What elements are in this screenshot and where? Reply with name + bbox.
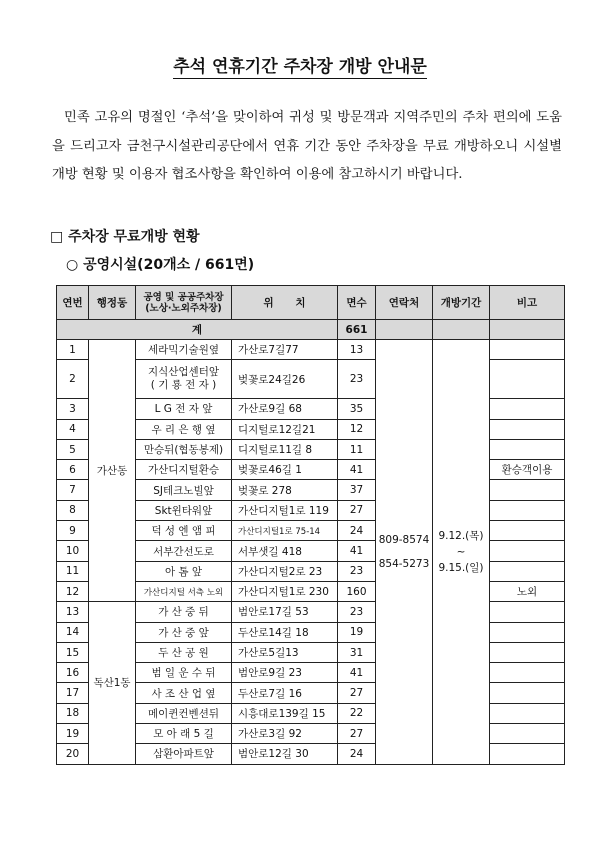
row-no: 5 <box>57 439 89 459</box>
row-no: 6 <box>57 460 89 480</box>
row-spaces: 24 <box>338 744 376 764</box>
period-sep: ~ <box>456 545 466 558</box>
row-location: 가산디지털2로 23 <box>232 561 338 581</box>
row-location: 디지털로12길21 <box>232 419 338 439</box>
row-note <box>490 744 565 764</box>
subsection-heading: ○ 공영시설(20개소 / 661면) <box>66 257 255 273</box>
row-spaces: 31 <box>338 642 376 662</box>
row-note <box>490 561 565 581</box>
row-facility: 가산디지털 서측 노외 <box>136 581 232 601</box>
row-location: 가산디지털1로 75-14 <box>232 521 338 541</box>
row-note <box>490 419 565 439</box>
row-spaces: 41 <box>338 460 376 480</box>
row-facility: SJ테크노빌앞 <box>136 480 232 500</box>
row-spaces: 11 <box>338 439 376 459</box>
row-no: 9 <box>57 521 89 541</box>
table-row <box>57 340 565 360</box>
table-header <box>57 286 565 320</box>
row-spaces: 35 <box>338 399 376 419</box>
period-start: 9.12.(목) <box>438 529 484 542</box>
row-note <box>490 439 565 459</box>
header-district: 행정동 <box>89 286 136 320</box>
row-no: 12 <box>57 581 89 601</box>
row-location: 가산로5길13 <box>232 642 338 662</box>
row-note <box>490 642 565 662</box>
row-location: 가산로9길 68 <box>232 399 338 419</box>
row-note <box>490 340 565 360</box>
row-location: 가산로3길 92 <box>232 724 338 744</box>
header-contact: 연락처 <box>376 286 433 320</box>
row-spaces: 41 <box>338 541 376 561</box>
row-facility: 세라믹기술원옆 <box>136 340 232 360</box>
row-spaces: 37 <box>338 480 376 500</box>
row-location: 벚꽃로24길26 <box>232 360 338 399</box>
row-spaces: 23 <box>338 360 376 399</box>
row-note: 환승객이용 <box>490 460 565 480</box>
row-no: 10 <box>57 541 89 561</box>
header-location: 위 치 <box>232 286 338 320</box>
contact-number-1: 809-8574 <box>378 533 430 546</box>
row-no: 8 <box>57 500 89 520</box>
row-facility: 두 산 공 원 <box>136 642 232 662</box>
header-no: 연번 <box>57 286 89 320</box>
row-note <box>490 360 565 399</box>
section-heading: □ 주차장 무료개방 현황 <box>50 229 200 245</box>
row-facility: 가 산 중 뒤 <box>136 602 232 622</box>
total-spaces: 661 <box>338 320 376 340</box>
row-facility: 지식산업센터앞 ( 기 룡 전 자 ) <box>136 360 232 399</box>
district-gasan: 가산동 <box>89 340 136 602</box>
row-spaces: 24 <box>338 521 376 541</box>
document-title: 추석 연휴기간 주차장 개방 안내문 <box>173 57 427 77</box>
district-doksan: 독산1동 <box>89 602 136 764</box>
row-facility: 가 산 중 앞 <box>136 622 232 642</box>
total-label: 계 <box>57 320 338 340</box>
row-facility: 사 조 산 업 옆 <box>136 683 232 703</box>
header-spaces: 면수 <box>338 286 376 320</box>
row-facility: 범 일 운 수 뒤 <box>136 663 232 683</box>
header-note: 비고 <box>490 286 565 320</box>
row-note <box>490 602 565 622</box>
row-facility: 삼환아파트앞 <box>136 744 232 764</box>
row-note: 노외 <box>490 581 565 601</box>
row-facility: 가산디지털환승 <box>136 460 232 480</box>
row-spaces: 27 <box>338 724 376 744</box>
row-no: 15 <box>57 642 89 662</box>
row-spaces: 23 <box>338 561 376 581</box>
period-cell <box>433 340 490 765</box>
row-location: 가산디지털1로 119 <box>232 500 338 520</box>
row-facility: 서부간선도로 <box>136 541 232 561</box>
row-spaces: 27 <box>338 500 376 520</box>
row-no: 1 <box>57 340 89 360</box>
row-location: 범안로17길 53 <box>232 602 338 622</box>
row-no: 7 <box>57 480 89 500</box>
row-note <box>490 521 565 541</box>
intro-paragraph: 민족 고유의 명절인 ‘추석’을 맞이하여 귀성 및 방문객과 지역주민의 주차 편의에 도움을 드리고자 금천구시설관리공단에서 연휴 기간 동안 주차장을 무료 개방하오니 시설별 개방 현황 및 이용자 협조사항을 확인하여 이용에 참고하시기 바랍니다. <box>52 110 562 182</box>
row-note <box>490 541 565 561</box>
row-location: 시흥대로139길 15 <box>232 703 338 723</box>
row-facility: 우 리 은 행 옆 <box>136 419 232 439</box>
row-no: 14 <box>57 622 89 642</box>
row-no: 2 <box>57 360 89 399</box>
row-spaces: 22 <box>338 703 376 723</box>
row-location: 디지털로11길 8 <box>232 439 338 459</box>
row-no: 3 <box>57 399 89 419</box>
row-facility: 모 아 래 5 길 <box>136 724 232 744</box>
header-facility: 공영 및 공공주차장 (노상·노외주차장) <box>136 286 232 320</box>
header-period: 개방기간 <box>433 286 490 320</box>
row-spaces: 160 <box>338 581 376 601</box>
row-location: 서부샛길 418 <box>232 541 338 561</box>
row-note <box>490 399 565 419</box>
row-facility: 메이퀸컨벤션뒤 <box>136 703 232 723</box>
row-location: 벚꽃로 278 <box>232 480 338 500</box>
row-location: 범안로12길 30 <box>232 744 338 764</box>
row-note <box>490 663 565 683</box>
parking-table <box>56 285 565 765</box>
row-facility: 덕 성 엔 앰 피 <box>136 521 232 541</box>
contact-cell <box>376 340 433 765</box>
row-note <box>490 724 565 744</box>
row-no: 11 <box>57 561 89 581</box>
row-facility: 만승뒤(협동봉제) <box>136 439 232 459</box>
row-no: 19 <box>57 724 89 744</box>
row-spaces: 41 <box>338 663 376 683</box>
row-spaces: 13 <box>338 340 376 360</box>
row-location: 벚꽃로46길 1 <box>232 460 338 480</box>
row-location: 가산로7길77 <box>232 340 338 360</box>
row-note <box>490 622 565 642</box>
row-no: 18 <box>57 703 89 723</box>
row-location: 가산디지털1로 230 <box>232 581 338 601</box>
row-no: 20 <box>57 744 89 764</box>
row-spaces: 23 <box>338 602 376 622</box>
row-no: 13 <box>57 602 89 622</box>
row-no: 4 <box>57 419 89 439</box>
row-facility: L G 전 자 앞 <box>136 399 232 419</box>
period-end: 9.15.(일) <box>438 561 484 574</box>
row-spaces: 19 <box>338 622 376 642</box>
row-note <box>490 480 565 500</box>
row-no: 16 <box>57 663 89 683</box>
row-facility: 아 톰 앞 <box>136 561 232 581</box>
row-note <box>490 703 565 723</box>
row-no: 17 <box>57 683 89 703</box>
row-note <box>490 500 565 520</box>
row-location: 두산로7길 16 <box>232 683 338 703</box>
row-facility: Skt윈타워앞 <box>136 500 232 520</box>
row-spaces: 27 <box>338 683 376 703</box>
row-location: 두산로14길 18 <box>232 622 338 642</box>
contact-number-2: 854-5273 <box>378 557 430 570</box>
row-note <box>490 683 565 703</box>
row-location: 범안로9길 23 <box>232 663 338 683</box>
total-row <box>57 320 565 340</box>
row-spaces: 12 <box>338 419 376 439</box>
